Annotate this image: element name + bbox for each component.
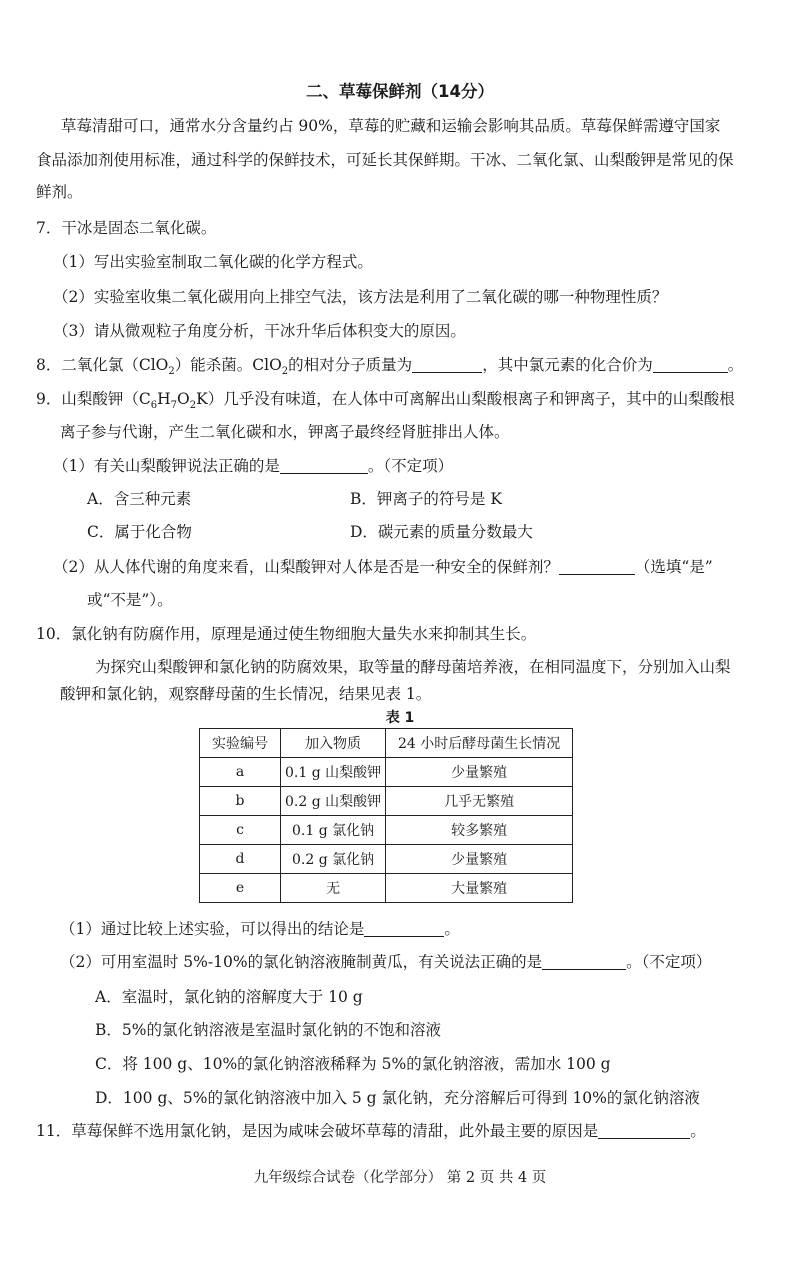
q8-text-1: 8．二氧化氯（ClO: [36, 356, 169, 374]
table-cell: 0.1 g 山梨酸钾: [281, 758, 386, 787]
q8-text-2: ）能杀菌。ClO: [174, 356, 282, 374]
q10-option-d: D．100 g、5%的氯化钠溶液中加入 5 g 氯化钠，充分溶解后可得到 10%的氯化钠溶液: [95, 1089, 700, 1107]
q8-sub-2b: 2: [281, 366, 289, 378]
table-cell: 少量繁殖: [386, 845, 573, 874]
section-title: 二、草莓保鲜剂（14分）: [306, 82, 494, 101]
q7-sub3: （3）请从微观粒子角度分析，干冰升华后体积变大的原因。: [53, 322, 466, 340]
q10-sub1: [60, 918, 460, 940]
q10-sub1-answer-blank[interactable]: [364, 922, 444, 937]
table-row: [200, 874, 573, 903]
table-cell: e: [200, 874, 281, 903]
q10-option-b: B．5%的氯化钠溶液是室温时氯化钠的不饱和溶液: [95, 1021, 441, 1039]
table-cell: c: [200, 816, 281, 845]
table-row: [200, 787, 573, 816]
table-cell: 几乎无繁殖: [386, 787, 573, 816]
intro-line-3: 鲜剂。: [36, 183, 83, 201]
q10-para-1: 为探究山梨酸钾和氯化钠的防腐效果，取等量的酵母菌培养液，在相同温度下，分别加入山梨: [95, 658, 731, 676]
table-cell: 0.2 g 山梨酸钾: [281, 787, 386, 816]
q9-formula-o: O: [177, 390, 190, 408]
table-cell: 0.2 g 氯化钠: [281, 845, 386, 874]
q9-sub2: [53, 556, 713, 578]
q9-option-b: B．钾离子的符号是 K: [350, 490, 502, 508]
q9-sub2-text: （2）从人体代谢的角度来看，山梨酸钾对人体是否是一种安全的保鲜剂？: [53, 558, 559, 576]
q9-sub1-end: 。（不定项）: [367, 457, 454, 475]
q9-sub-h: 7: [170, 400, 178, 412]
table-cell: a: [200, 758, 281, 787]
q7-stem: 7．干冰是固态二氧化碳。: [36, 219, 217, 237]
q7-sub2: （2）实验室收集二氧化碳用向上排空气法，该方法是利用了二氧化碳的哪一种物理性质？: [53, 288, 668, 306]
q10-sub2: [60, 951, 711, 973]
table-header-cell: 加入物质: [281, 729, 386, 758]
table-header-cell: 24 小时后酵母菌生长情况: [386, 729, 573, 758]
results-table: [199, 728, 573, 903]
q10-sub1-end: 。: [444, 920, 460, 938]
q11-line: [36, 1120, 706, 1142]
table-row: [200, 816, 573, 845]
table-row: [200, 758, 573, 787]
table-cell: d: [200, 845, 281, 874]
q9-sub1: [53, 455, 453, 477]
table-header-cell: 实验编号: [200, 729, 281, 758]
table-header-row: [200, 729, 573, 758]
q9-sub2-answer-blank[interactable]: [559, 560, 635, 575]
q9-formula-h: H: [157, 390, 171, 408]
q8-end: 。: [727, 356, 744, 374]
q8-answer-blank-2[interactable]: [653, 358, 728, 373]
q9-formula-k: K: [196, 390, 208, 408]
table-caption: 表 1: [385, 710, 415, 726]
table-cell: 0.1 g 氯化钠: [281, 816, 386, 845]
q9-line-1: [36, 388, 735, 417]
table-row: [200, 845, 573, 874]
intro-line-1: 草莓清甜可口，通常水分含量约占 90%，草莓的贮藏和运输会影响其品质。草莓保鲜需遵守国家: [61, 117, 721, 135]
intro-line-2: 食品添加剂使用标准，通过科学的保鲜技术，可延长其保鲜期。干冰、二氧化氯、山梨酸钾是常见的保: [36, 151, 734, 169]
q9-text-2: ）几乎没有味道，在人体中可离解出山梨酸根离子和钾离子，其中的山梨酸根: [207, 390, 735, 408]
q8-sub-2a: 2: [168, 366, 175, 378]
q9-sub2-line-2: 或“不是”）。: [87, 591, 173, 609]
q8-text-4: ，其中氯元素的化合价为: [482, 356, 653, 374]
q10-option-c: C．将 100 g、10%的氯化钠溶液稀释为 5%的氯化钠溶液，需加水 100 g: [95, 1055, 611, 1073]
q11-end: 。: [690, 1122, 706, 1140]
q8-text-3: 的相对分子质量为: [288, 356, 413, 374]
q11-text: 11．草莓保鲜不选用氯化钠，是因为咸味会破坏草莓的清甜，此外最主要的原因是: [36, 1122, 599, 1140]
q10-sub2-end: 。（不定项）: [626, 953, 712, 971]
table-cell: b: [200, 787, 281, 816]
q11-answer-blank[interactable]: [598, 1124, 690, 1139]
table-cell: 无: [281, 874, 386, 903]
table-cell: 大量繁殖: [386, 874, 573, 903]
q9-option-a: A．含三种元素: [87, 490, 192, 508]
q9-sub-c: 6: [150, 400, 158, 412]
table-cell: 较多繁殖: [386, 816, 573, 845]
q9-sub1-text: （1）有关山梨酸钾说法正确的是: [53, 457, 280, 475]
q10-sub2-answer-blank[interactable]: [542, 955, 626, 970]
q8-line: [36, 354, 743, 383]
page-footer: 九年级综合试卷（化学部分） 第 2 页 共 4 页: [253, 1170, 547, 1186]
q9-sub1-answer-blank[interactable]: [280, 459, 368, 474]
q10-stem: 10．氯化钠有防腐作用，原理是通过使生物细胞大量失水来抑制其生长。: [36, 625, 537, 643]
q10-sub2-text: （2）可用室温时 5%-10%的氯化钠溶液腌制黄瓜，有关说法正确的是: [60, 953, 543, 971]
q9-option-d: D．碳元素的质量分数最大: [350, 523, 533, 541]
q7-sub1: （1）写出实验室制取二氧化碳的化学方程式。: [53, 253, 373, 271]
q10-para-2: 酸钾和氯化钠，观察酵母菌的生长情况，结果见表 1。: [60, 685, 432, 703]
q8-answer-blank-1[interactable]: [412, 358, 482, 373]
q10-option-a: A．室温时，氯化钠的溶解度大于 10 g: [95, 988, 363, 1006]
q9-option-c: C．属于化合物: [87, 523, 192, 541]
q10-sub1-text: （1）通过比较上述实验，可以得出的结论是: [60, 920, 365, 938]
q9-sub-o: 2: [189, 400, 197, 412]
q9-line-2: 离子参与代谢，产生二氧化碳和水，钾离子最终经肾脏排出人体。: [60, 423, 510, 441]
table-cell: 少量繁殖: [386, 758, 573, 787]
q9-sub2-end: （选填“是”: [634, 558, 713, 576]
q9-text-1: 9．山梨酸钾（C: [36, 390, 151, 408]
